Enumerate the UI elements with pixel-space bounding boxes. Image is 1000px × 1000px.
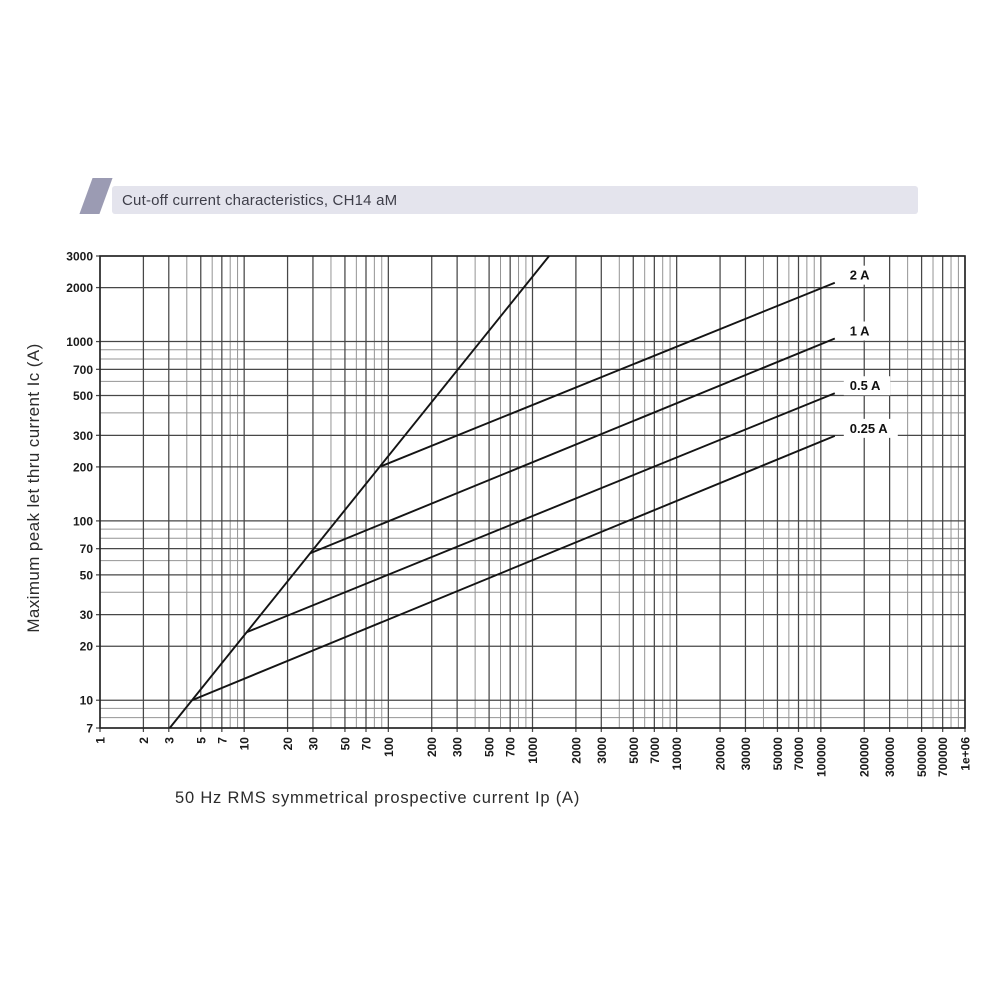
x-tick-label: 5: [194, 737, 209, 744]
x-tick-label: 200: [425, 737, 440, 758]
y-tick-label: 30: [79, 608, 93, 623]
x-tick-label: 200000: [857, 737, 872, 778]
x-tick-label: 700: [503, 737, 518, 758]
y-tick-label: 10: [79, 693, 93, 708]
y-tick-label: 70: [79, 542, 93, 557]
x-tick-label: 50000: [770, 737, 785, 771]
curve-fuse-0.5A: [247, 393, 835, 632]
x-axis-title: 50 Hz RMS symmetrical prospective current Ip (A): [175, 789, 581, 807]
x-tick-label: 7000: [647, 737, 662, 764]
y-tick-label: 200: [72, 460, 93, 475]
curve-prospective-peak-line: [170, 256, 549, 728]
x-tick-label: 100000: [814, 737, 829, 778]
x-tick-label: 3000: [594, 737, 609, 764]
x-tick-label: 20: [281, 737, 296, 751]
y-tick-label: 50: [79, 568, 93, 583]
y-axis-title: Maximum peak let thru current Ic (A): [24, 343, 43, 633]
x-tick-label: 30: [306, 737, 321, 751]
x-tick-label: 3: [162, 737, 177, 744]
x-tick-label: 5000: [626, 737, 641, 764]
x-tick-label: 300000: [883, 737, 898, 778]
y-tick-label: 20: [79, 639, 93, 654]
x-tick-label: 50: [338, 737, 353, 751]
x-tick-label: 10: [237, 737, 252, 751]
x-tick-label: 1e+06: [958, 737, 973, 771]
x-tick-label: 70000: [792, 737, 807, 771]
x-tick-label: 20000: [713, 737, 728, 771]
y-tick-label: 1000: [66, 335, 93, 350]
x-tick-label: 10000: [670, 737, 685, 771]
y-tick-label: 700: [72, 362, 93, 377]
section-title: Cut-off current characteristics, CH14 aM: [122, 191, 398, 209]
curve-label-fuse-2A: 2 A: [849, 267, 870, 283]
major-gridlines: [96, 256, 965, 732]
x-tick-label: 500: [482, 737, 497, 758]
y-tick-label: 500: [72, 389, 93, 404]
x-tick-label: 500000: [915, 737, 930, 778]
x-tick-label: 30000: [738, 737, 753, 771]
x-tick-label: 1000: [526, 737, 540, 764]
x-tick-label: 2: [136, 737, 151, 744]
x-tick-label: 1: [93, 737, 108, 744]
x-tick-label: 70: [359, 737, 374, 751]
y-tick-label: 2000: [66, 281, 93, 296]
curve-fuse-0.25A: [192, 436, 835, 700]
x-tick-label: 100: [381, 737, 396, 758]
y-tick-label: 100: [72, 514, 93, 529]
x-tick-label: 300: [450, 737, 465, 758]
x-tick-label: 2000: [569, 737, 584, 764]
y-tick-label: 7: [86, 721, 93, 736]
curve-label-fuse-0.5A: 0.5 A: [849, 378, 881, 394]
x-tick-label: 7: [215, 737, 230, 744]
y-tick-label: 300: [72, 428, 93, 443]
curve-label-fuse-0.25A: 0.25 A: [849, 420, 888, 436]
y-tick-label: 3000: [66, 249, 93, 264]
curve-label-fuse-1A: 1 A: [849, 323, 870, 339]
curve-fuse-2A: [380, 283, 835, 467]
x-tick-label: 700000: [936, 737, 951, 778]
